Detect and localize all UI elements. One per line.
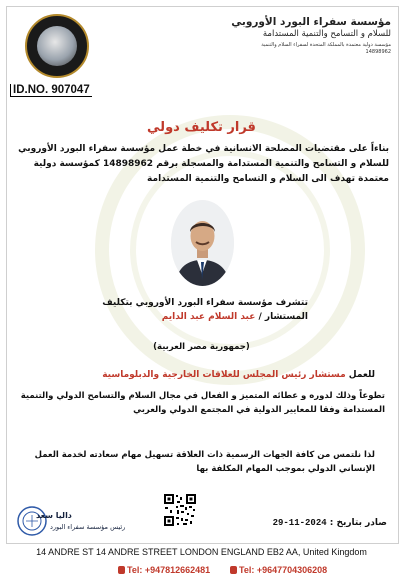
issue-date: 29-11-2024 [272,518,327,528]
phone-2-text: Tel: +9647704306208 [239,565,328,575]
org-name: مؤسسة سفراء البورد الأوروبي [231,16,391,28]
recipient-country: (جمهورية مصر العربية) [153,342,250,352]
request-paragraph: لذا نلتمس من كافة الجهات الرسمية ذات العلاقة تسهيل مهام سعادته لخدمة العمل الإنساني الدولي بموجب المهام المكلفة بها [34,450,375,474]
id-number: ID.NO. 907047 [10,84,92,97]
reason-paragraph: تطوعاً وذلك لدوره و عطائه المتميز و الفعال في مجال السلام والتسامح الدولي والتنمية المستدامة وفقا للمعايير الدولية في المجتمع الدولي والعربي [20,391,385,415]
position-title: مستشار رئيس المجلس للعلاقات الخارجية والدبلوماسية [102,370,346,380]
recipient-photo [171,200,234,286]
footer-phone-2 [230,565,327,575]
footer-phone-1 [118,565,210,575]
org-description: مؤسسة دولية معتمدة بالمملكة المتحدة لسفراء السلام والتنمية [261,42,391,48]
issue-date-label: صادر بتاريخ : [329,518,387,528]
intro-paragraph: بناءاً على مقتضيات المصلحة الانسانية في خطة عمل مؤسسة سفراء البورد الأوروبي للسلام و التسامح والتنمية المستدامة والمسجلة برقم 14898962 كمؤسسة دولية معتمدة تهدف الى السلام و التسامح والتنمية المستدامة [18,144,389,184]
phone-icon [118,566,125,574]
phone-1-text: Tel: +947812662481 [127,565,211,575]
position-line [15,370,375,380]
footer-address: 14 ANDRE ST 14 ANDRE STREET LONDON ENGLAND EB2 AA, United Kingdom [36,547,367,557]
organization-logo [25,14,89,78]
recipient-prefix: المستشار / [258,312,308,322]
signature-name: داليا سعد [36,511,72,520]
issue-date-line [273,518,387,528]
recipient-line [8,312,308,322]
signature-title: رئيس مؤسسة سفراء البورد [50,523,126,531]
organization-header [231,16,391,55]
recipient-name: عبد السلام عبد الدايم [161,312,256,322]
document-title: قرار تكليف دولي [147,120,256,135]
phone-icon [230,566,237,574]
org-registration: 14898962 [365,49,391,55]
position-prefix: للعمل [348,370,375,380]
qr-code [163,493,197,527]
globe-icon [37,26,77,66]
org-subtitle: للسلام و التسامح والتنمية المستدامة [262,29,391,39]
assignment-line: تتشرف مؤسسة سفراء البورد الأوروبي بتكليف [102,298,308,308]
official-stamp [16,505,48,537]
